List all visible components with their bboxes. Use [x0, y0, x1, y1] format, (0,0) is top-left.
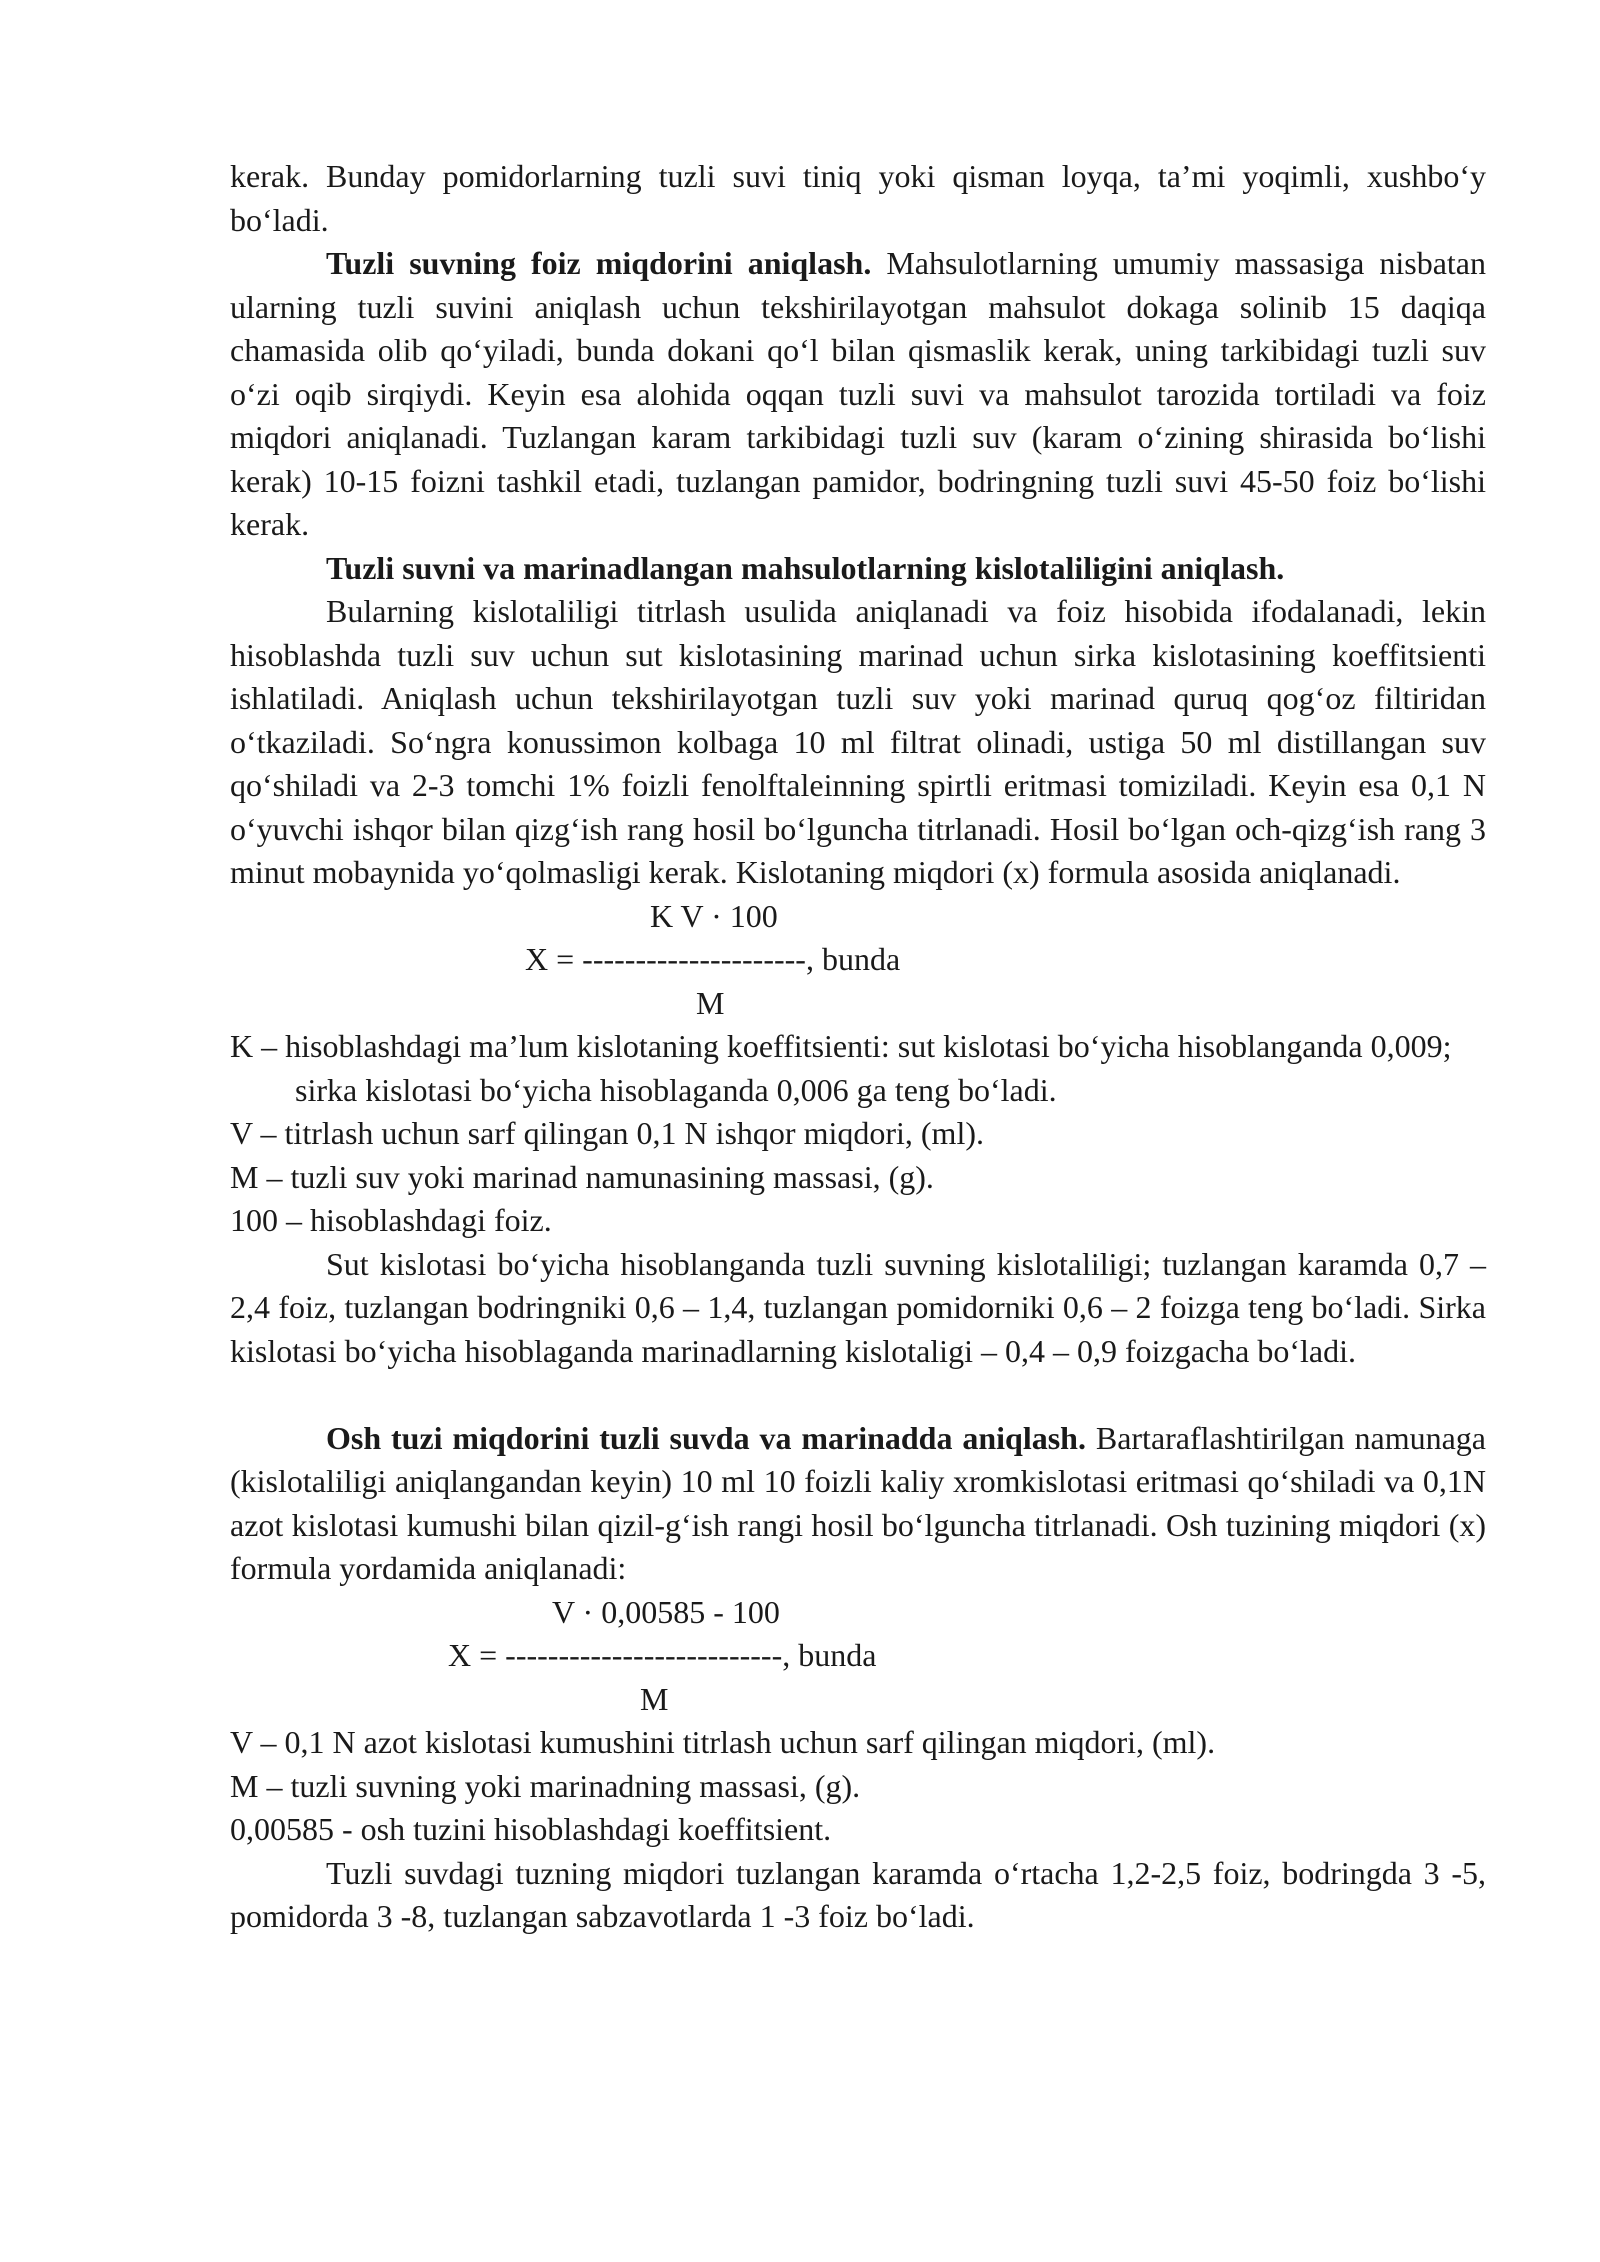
formula-salt-numerator: V · 0,00585 - 100 [552, 1593, 780, 1630]
definition-m: M – tuzli suv yoki marinad namunasining massasi, (g). [230, 1158, 934, 1195]
formula-acidity-denominator: M [696, 984, 725, 1021]
definition-salt-m: M – tuzli suvning yoki marinadning massasi, (g). [230, 1767, 861, 1804]
section-heading-salt-content: Osh tuzi miqdorini tuzli suvda va marinadda aniqlash. [326, 1419, 1086, 1456]
paragraph-acidity-values: Sut kislotasi bo‘yicha hisoblanganda tuzli suvning kislotaliligi; tuzlangan karamda 0,7 – 2,4 foiz, tuzlangan bodringniki 0,6 – 1,4, tuzlangan pomidorniki 0,6 – 2 foizga teng bo‘ladi. Sirka kislotasi bo‘yicha hisoblaganda marinadlarning kislotaligi – 0,4 – 0,9 foizgacha bo‘ladi. [230, 1245, 1486, 1369]
formula-acidity [230, 895, 1486, 1026]
paragraph-salt-values: Tuzli suvdagi tuzning miqdori tuzlangan karamda o‘rtacha 1,2-2,5 foiz, bodringda 3 -5, pomidorda 3 -8, tuzlangan sabzavotlarda 1 -3 foiz bo‘ladi. [230, 1854, 1486, 1934]
definition-v: V – titrlash uchun sarf qilingan 0,1 N ishqor miqdori, (ml). [230, 1115, 984, 1151]
formula-salt-denominator: M [640, 1680, 669, 1717]
formula-salt [230, 1591, 1486, 1722]
paragraph-acidity: Bularning kislotaliligi titrlash usulida aniqlanadi va foiz hisobida ifodalanadi, lekin hisoblashda tuzli suv uchun sut kislotasining marinad uchun sirka kislotasining koeffitsienti ishlatiladi. Aniqlash uchun tekshirilayotgan tuzli suv yoki marinad quruq qog‘oz filtiridan o‘tkaziladi. So‘ngra konussimon kolbaga 10 ml filtrat olinadi, ustiga 50 ml distillangan suv qo‘shiladi va 2-3 tomchi 1% foizli fenolftaleinning spirtli eritmasi tomiziladi. Keyin esa 0,1 N o‘yuvchi ishqor bilan qizg‘ish rang hosil bo‘lguncha titrlanadi. Hosil bo‘lgan och-qizg‘ish rang 3 minut mobaynida yo‘qolmasligi kerak. Kislotaning miqdori (x) formula asosida aniqlanadi. [230, 593, 1486, 890]
document-page [230, 155, 1486, 1939]
formula-acidity-equation: X = ---------------------, bunda [525, 941, 901, 977]
section-heading-acidity: Tuzli suvni va marinadlangan mahsulotlarning kislotaliligini aniqlash. [326, 549, 1285, 586]
definition-salt-coefficient: 0,00585 - osh tuzini hisoblashdagi koeffitsient. [230, 1811, 832, 1847]
definition-100: 100 – hisoblashdagi foiz. [230, 1202, 552, 1238]
section-heading-brine-percentage: Tuzli suvning foiz miqdorini aniqlash. [326, 245, 872, 281]
section-text-salt-content: Bartaraflashtirilgan namunaga (kislotaliligi aniqlangandan keyin) 10 ml 10 foizli kaliy xromkislotasi eritmasi qo‘shiladi va 0,1N azot kislotasi kumushi bilan qizil-g‘ish rangi hosil bo‘lguncha titrlanadi. Osh tuzining miqdori (x) formula yordamida aniqlanadi: [230, 1419, 1487, 1586]
paragraph-salt-content [230, 1417, 1486, 1591]
section-text-brine-percentage: Mahsulotlarning umumiy massasiga nisbatan ularning tuzli suvini aniqlash uchun tekshirilayotgan mahsulot dokaga solinib 15 daqiqa chamasida olib qo‘yiladi, bunda dokani qo‘l bilan qismaslik kerak, uning tarkibidagi tuzli suv o‘zi oqib sirqiydi. Keyin esa alohida oqqan tuzli suvi va mahsulot tarozida tortiladi va foiz miqdori aniqlanadi. Tuzlangan karam tarkibidagi tuzli suv (karam o‘zining shirasida bo‘lishi kerak) 10-15 foizni tashkil etadi, tuzlangan pamidor, bodringning tuzli suvi 45-50 foiz bo‘lishi kerak. [230, 245, 1486, 542]
paragraph-brine-percentage [230, 242, 1486, 547]
definition-salt-v: V – 0,1 N azot kislotasi kumushini titrlash uchun sarf qilingan miqdori, (ml). [230, 1724, 1216, 1760]
paragraph-intro: kerak. Bunday pomidorlarning tuzli suvi tiniq yoki qisman loyqa, ta’mi yoqimli, xushbo‘y bo‘ladi. [230, 158, 1486, 238]
definition-k: K – hisoblashdagi ma’lum kislotaning koeffitsienti: sut kislotasi bo‘yicha hisoblanganda 0,009; sirka kislotasi bo‘yicha hisoblaganda 0,006 ga teng bo‘ladi. [230, 1028, 1452, 1108]
formula-salt-equation: X = --------------------------, bunda [448, 1637, 877, 1673]
blank-line [230, 1373, 1486, 1417]
formula-acidity-numerator: K V · 100 [650, 897, 778, 934]
